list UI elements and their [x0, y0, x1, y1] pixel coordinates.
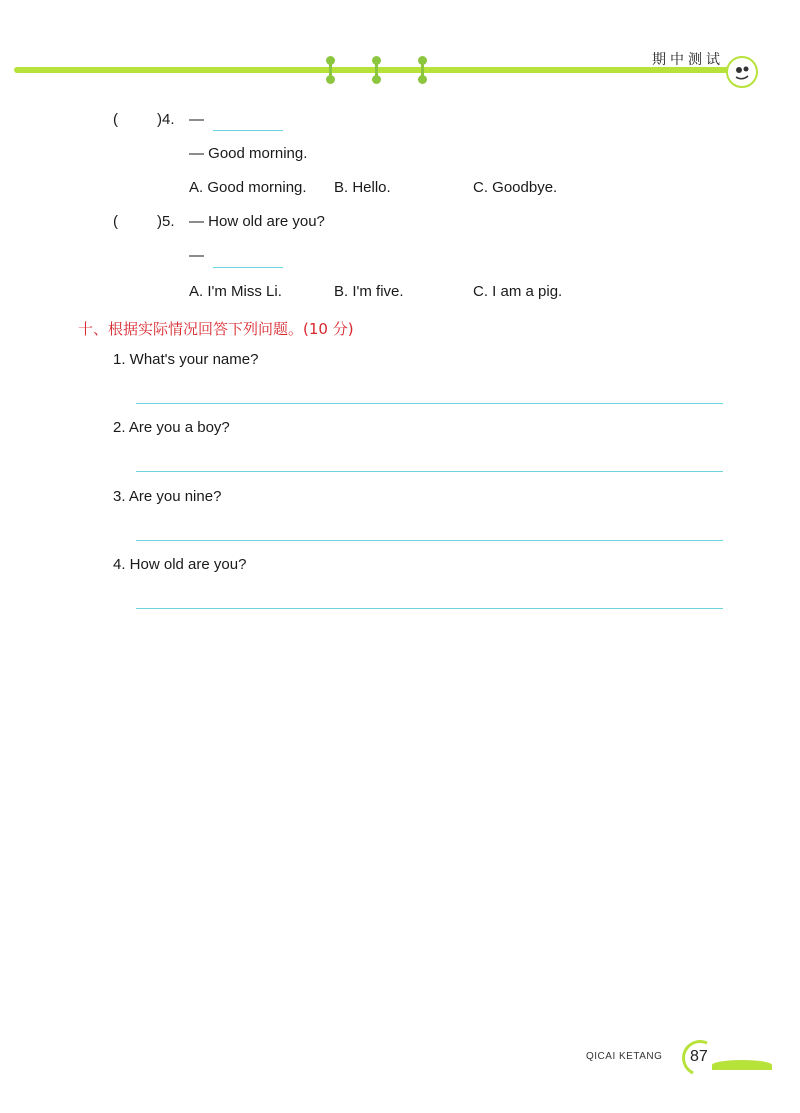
dialogue-dash: —	[189, 247, 204, 264]
footer-brand: QICAI KETANG	[586, 1051, 663, 1062]
question-text: 2. Are you a boy?	[113, 419, 230, 436]
binder-hole-icon	[326, 56, 335, 84]
fill-blank[interactable]	[213, 266, 283, 268]
question-text: 1. What's your name?	[113, 351, 259, 368]
answer-line[interactable]	[136, 608, 723, 609]
dialogue-prompt: — How old are you?	[189, 213, 325, 230]
answer-paren-open: (	[113, 111, 118, 128]
question-number: )4.	[157, 111, 175, 128]
question-text: 3. Are you nine?	[113, 488, 222, 505]
answer-line[interactable]	[136, 540, 723, 541]
option-b: B. Hello.	[334, 179, 391, 196]
question-number: )5.	[157, 213, 175, 230]
footer-swoosh	[712, 1060, 772, 1070]
option-c: C. I am a pig.	[473, 283, 563, 300]
question-text: 4. How old are you?	[113, 556, 247, 573]
option-b: B. I'm five.	[334, 283, 404, 300]
dialogue-dash: —	[189, 111, 204, 128]
binder-hole-icon	[372, 56, 381, 84]
fill-blank[interactable]	[213, 129, 283, 131]
option-c: C. Goodbye.	[473, 179, 558, 196]
option-a: A. I'm Miss Li.	[189, 283, 282, 300]
answer-line[interactable]	[136, 403, 723, 404]
section-label: 期中测试	[652, 52, 724, 68]
mascot-icon	[726, 56, 758, 88]
option-a: A. Good morning.	[189, 179, 307, 196]
answer-line[interactable]	[136, 471, 723, 472]
page-number: 87	[690, 1048, 708, 1065]
section-title: 十、根据实际情况回答下列问题。(10 分)	[78, 320, 354, 338]
dialogue-reply: — Good morning.	[189, 145, 308, 162]
binder-hole-icon	[418, 56, 427, 84]
answer-paren-open: (	[113, 213, 118, 230]
